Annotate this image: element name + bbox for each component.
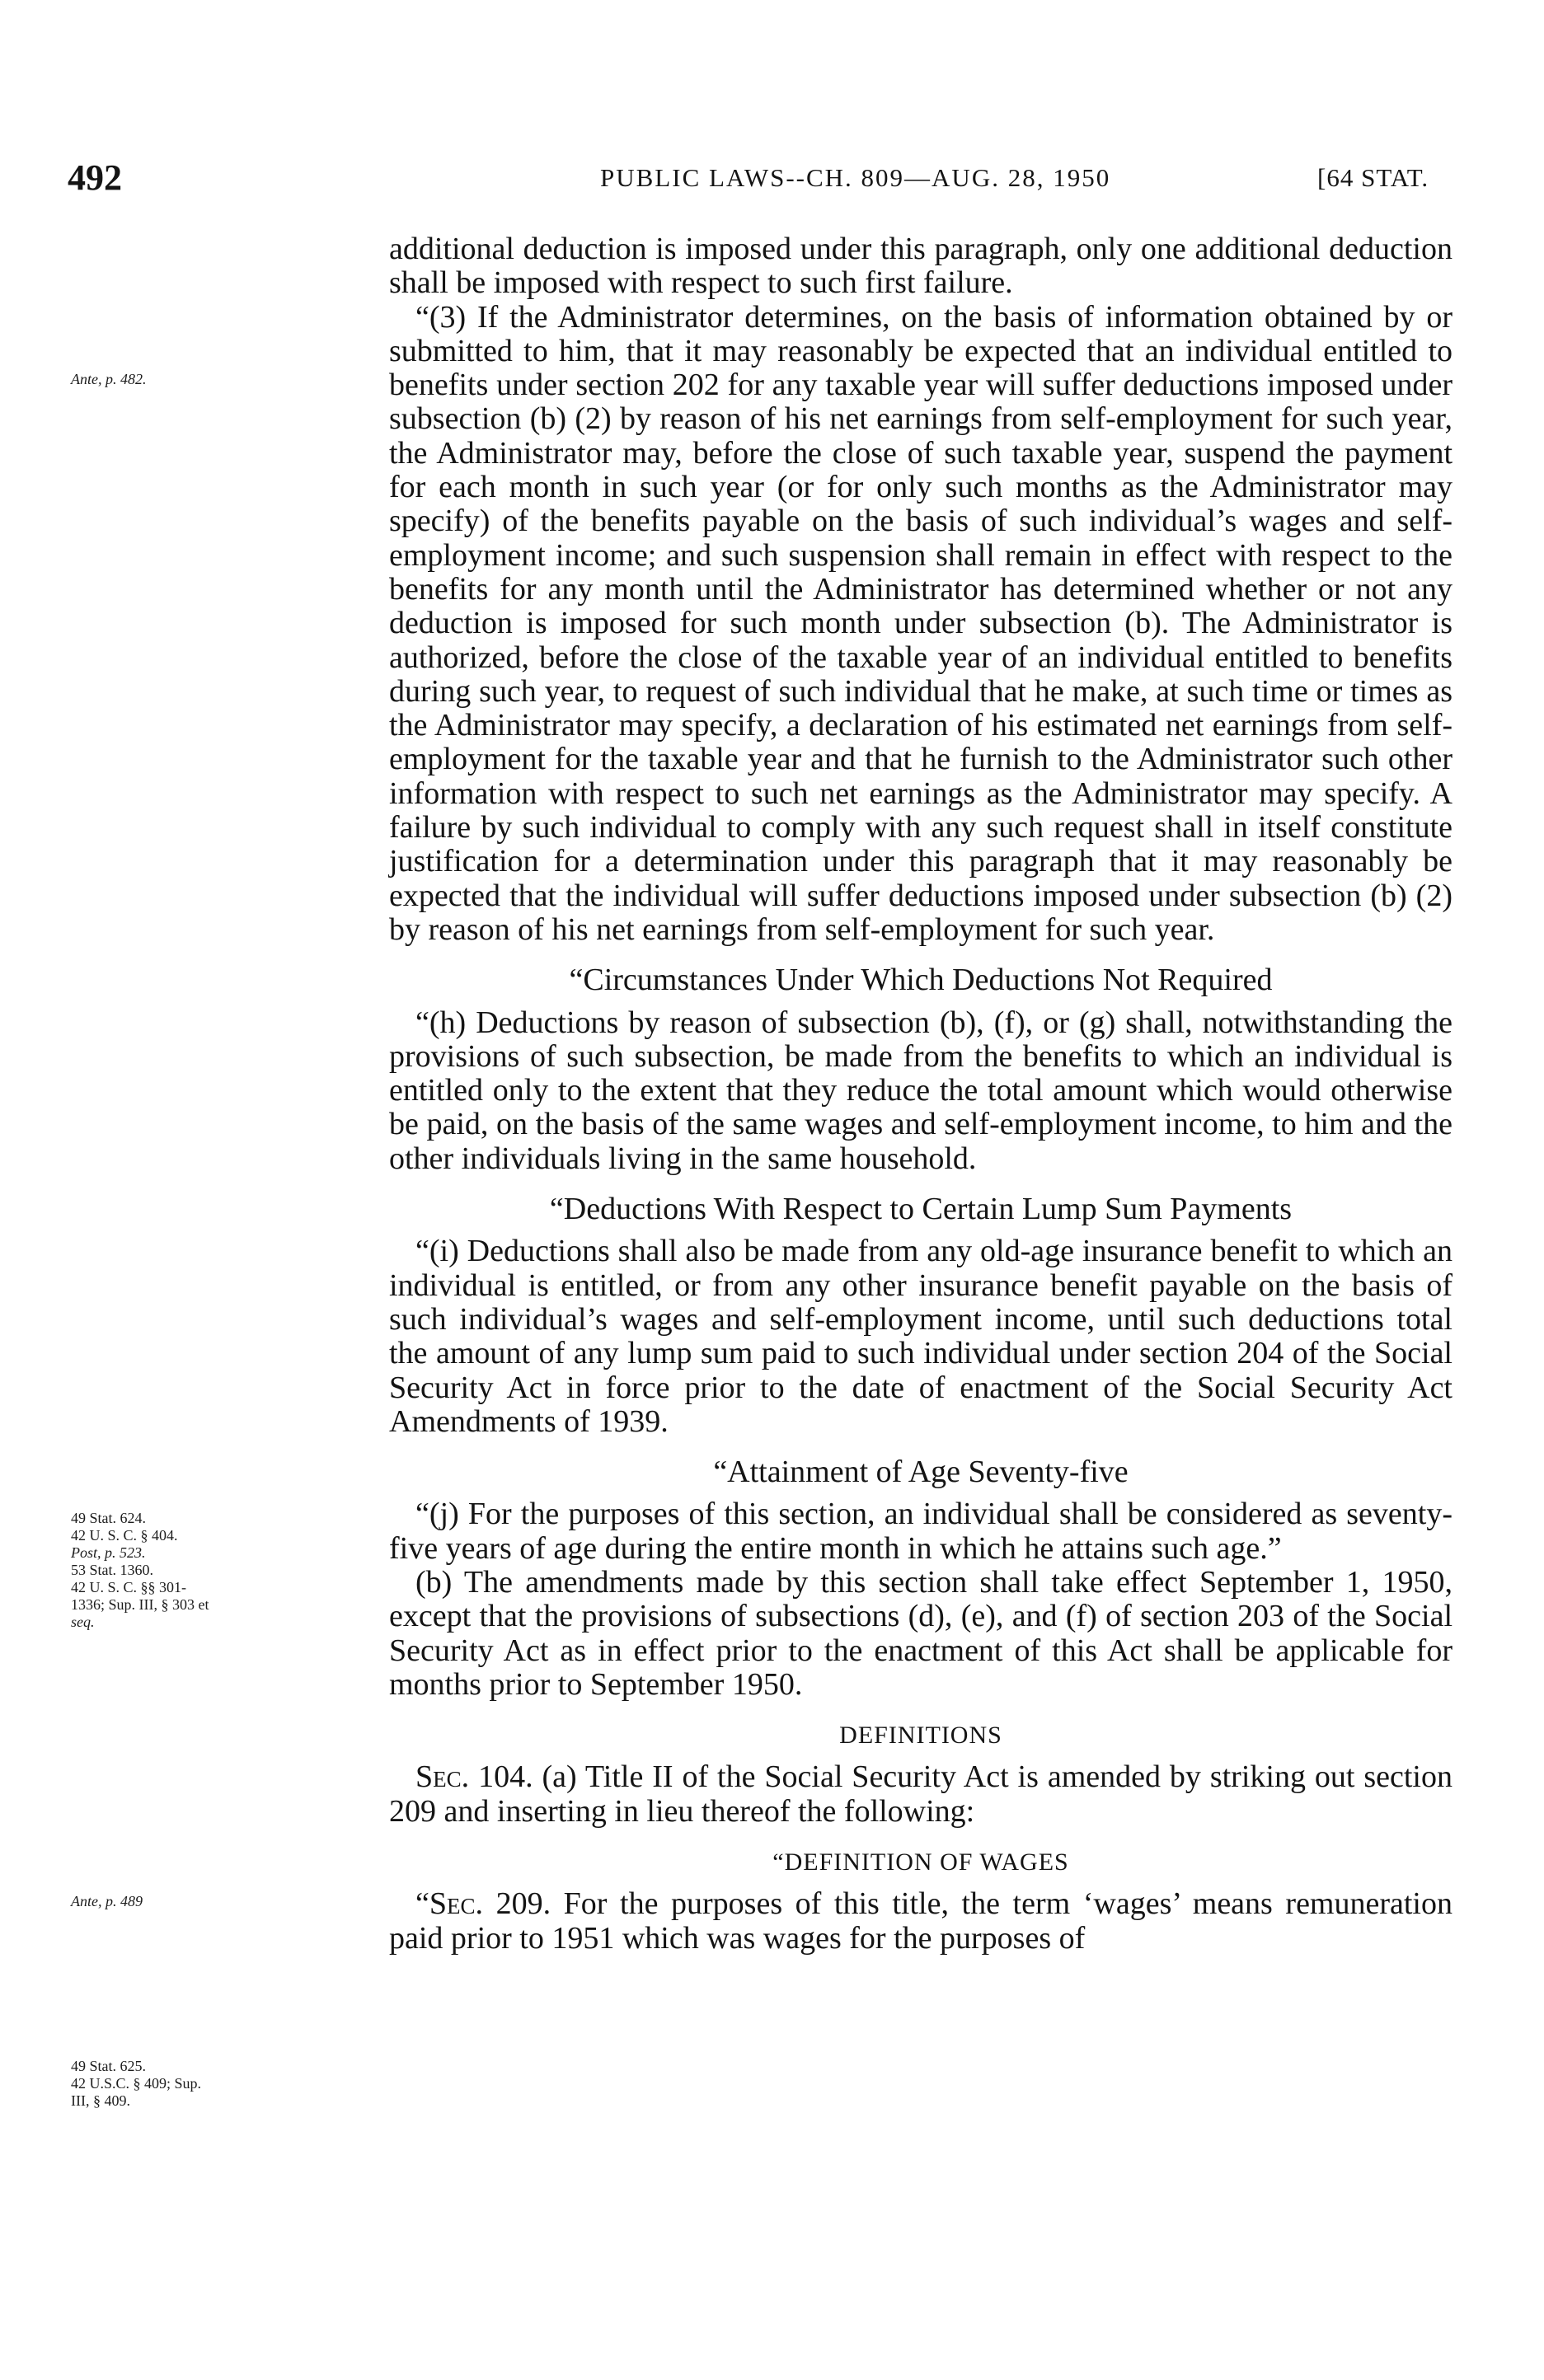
section-heading: “Deductions With Respect to Certain Lump Sum Payments [549, 1192, 1293, 1227]
paragraph: (b) The amendments made by this section shall take effect September 1, 1950, except that the provisions of subsections (d), (e), and (f) of section 203 of the Social Security Act as in effect prior to the enactment of this Act shall be applicable for months prior to September 1950. [389, 1564, 1452, 1702]
sec-label: “Sec. [415, 1886, 484, 1922]
paragraph: “(h) Deductions by reason of subsection (b), (f), or (g) shall, notwithstanding the provisions of such subsection, be made from the benefits to which an individual is entitled only to the extent that they reduce the total amount which would otherwise be paid, on the basis of the same wages and self-employment income, to him and the other individuals living in the same household. [389, 1005, 1452, 1176]
section-heading: “Circumstances Under Which Deductions Not Required [569, 963, 1273, 998]
paragraph: “(3) If the Administrator determines, on the basis of information obtained by or submitted to him, that it may reasonably be expected that an individual entitled to benefits under section 202 for any taxable year will suffer deductions imposed under subsection (b) (2) by reason of his net earnings from self-employment for such year, the Administrator may, before the close of such taxable year, suspend the payment for each month in such year (or for only such months as the Administrator may specify) of the benefits payable on the basis of such individual’s wages and self-employment income; and such suspension shall remain in effect with respect to the benefits for any month until the Administrator has determined whether or not any deduction is imposed for such month under subsection (b). The Administrator is authorized, before the close of the taxable year of an individual entitled to benefits during such year, to request of such individual that he make, at such time or times as the Administrator may specify, a declaration of his estimated net earnings from self-employment for the taxable year and that he furnish to the Administrator such other information with respect to such net earnings as the Administrator may specify. A failure by such individual to comply with any such request shall in itself constitute justification for a determination under this paragraph that it may reasonably be expected that the individual will suffer deductions imposed under subsection (b) (2) by reason of his net earnings from self-employment for such year. [389, 299, 1452, 947]
margin-note-stat-625: 49 Stat. 625. 42 U.S.C. § 409; Sup. III, § 409. [71, 2058, 202, 2109]
sec-label: Sec. [415, 1759, 470, 1795]
margin-notes [0, 0, 387, 2380]
running-title: PUBLIC LAWS--CH. 809—AUG. 28, 1950 [600, 163, 1111, 192]
definitions-heading: DEFINITIONS [839, 1722, 1002, 1750]
margin-note-ante-489: Ante, p. 489 [71, 1893, 143, 1909]
body-text [389, 232, 1452, 1956]
paragraph: “(j) For the purposes of this section, an individual shall be considered as seventy-five years of age during the entire month in which he attains such age.” [389, 1497, 1452, 1566]
paragraph: “Sec. 209. For the purposes of this title, the term ‘wages’ means remuneration paid prior to 1951 which was wages for the purposes of [389, 1886, 1452, 1956]
paragraph: “(i) Deductions shall also be made from any old-age insurance benefit to which an individual is entitled, or from any other insurance benefit payable on the basis of such individual’s wages and self-employment income, until such deductions total the amount of any lump sum paid to such individual under section 204 of the Social Security Act in force prior to the date of enactment of the Social Security Act Amendments of 1939. [389, 1234, 1452, 1439]
volume-reference: [64 STAT. [1317, 163, 1429, 192]
margin-note-ante-482: Ante, p. 482. [71, 371, 147, 387]
section-heading: “Attainment of Age Seventy-five [713, 1455, 1129, 1490]
paragraph: Sec. 104. (a) Title II of the Social Security Act is amended by striking out section 209 and inserting in lieu thereof the following: [389, 1759, 1452, 1829]
paragraph: additional deduction is imposed under this paragraph, only one additional deduction shall be imposed with respect to such first failure. [389, 232, 1452, 301]
definition-of-wages-heading: “DEFINITION OF WAGES [772, 1848, 1069, 1876]
page-number: 492 [68, 157, 122, 198]
margin-note-citations: 49 Stat. 624. 42 U. S. C. § 404. Post, p. 523. 53 Stat. 1360. 42 U. S. C. §§ 301- 1336; Sup. III, § 303 et seq. [71, 1510, 209, 1630]
